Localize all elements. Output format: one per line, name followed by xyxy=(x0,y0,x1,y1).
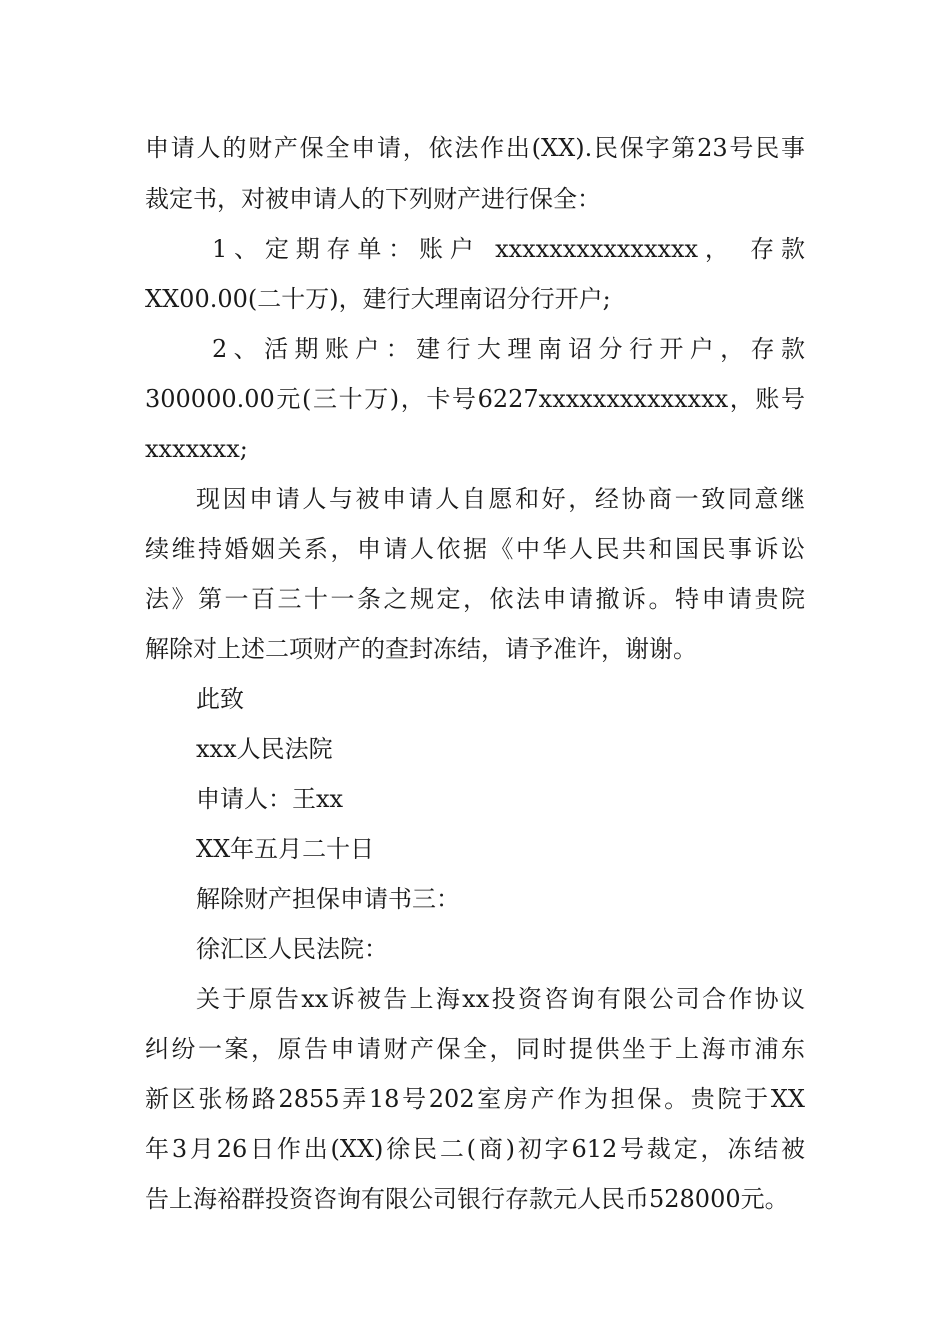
paragraph-line: 纠纷一案，原告申请财产保全，同时提供坐于上海市浦东 xyxy=(145,1035,805,1063)
paragraph-line: 续维持婚姻关系，申请人依据《中华人民共和国民事诉讼 xyxy=(145,535,805,563)
list-item-current-account: 2、活期账户：建行大理南诏分行开户，存款 xyxy=(212,335,805,363)
paragraph-line: 关于原告xx诉被告上海xx投资咨询有限公司合作协议 xyxy=(196,985,805,1013)
paragraph-line: 新区张杨路2855弄18号202室房产作为担保。贵院于XX xyxy=(145,1085,805,1113)
paragraph-line: 年3月26日作出(XX)徐民二(商)初字612号裁定，冻结被 xyxy=(145,1135,805,1163)
paragraph-line: XX00.00(二十万)，建行大理南诏分行开户; xyxy=(145,285,611,313)
list-item-fixed-deposit: 1、定期存单：账户 xxxxxxxxxxxxxxx， 存款 xyxy=(212,235,805,263)
paragraph-line: 法》第一百三十一条之规定，依法申请撤诉。特申请贵院 xyxy=(145,585,805,613)
paragraph-line: 现因申请人与被申请人自愿和好，经协商一致同意继 xyxy=(196,485,805,513)
addressee: xxx人民法院 xyxy=(196,735,333,763)
paragraph-line: 裁定书，对被申请人的下列财产进行保全： xyxy=(145,185,601,213)
date-line: XX年五月二十日 xyxy=(196,835,375,863)
salutation: 此致 xyxy=(196,685,244,713)
applicant-signature: 申请人：王xx xyxy=(196,785,344,813)
paragraph-line: xxxxxxx; xyxy=(145,435,248,463)
court-addressee: 徐汇区人民法院： xyxy=(196,935,388,963)
section-heading: 解除财产担保申请书三： xyxy=(196,885,460,913)
paragraph-line: 300000.00元(三十万)，卡号6227xxxxxxxxxxxxxx，账号 xyxy=(145,385,805,413)
paragraph-line: 申请人的财产保全申请，依法作出(XX).民保字第23号民事 xyxy=(145,134,805,162)
paragraph-line: 解除对上述二项财产的查封冻结，请予准许，谢谢。 xyxy=(145,635,697,663)
paragraph-line: 告上海裕群投资咨询有限公司银行存款元人民币528000元。 xyxy=(145,1185,789,1213)
